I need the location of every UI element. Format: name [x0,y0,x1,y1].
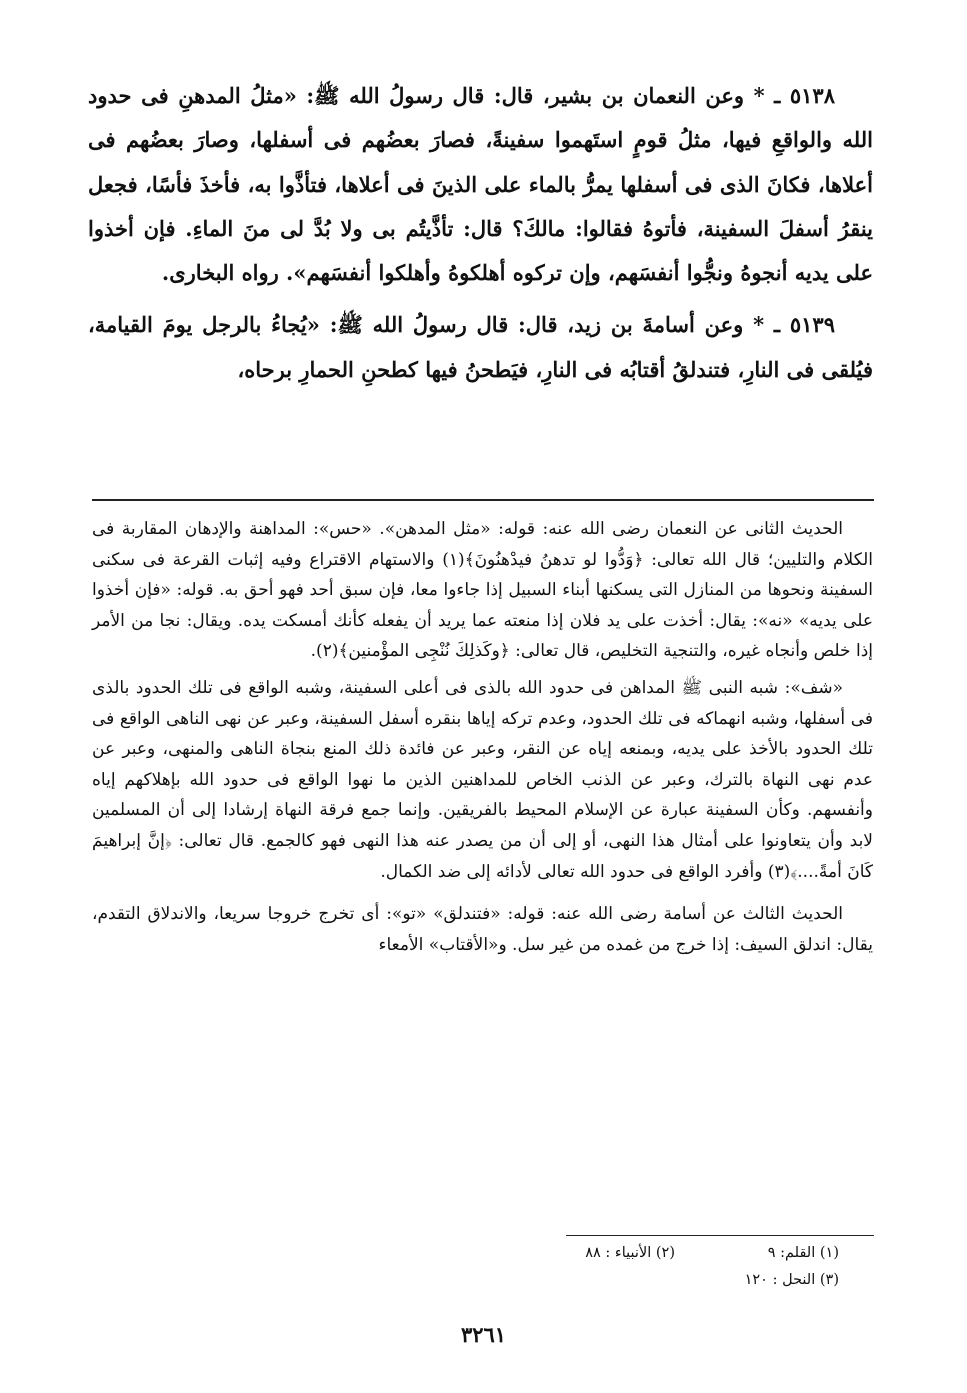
hadith-text-block [88,74,873,392]
page-number: ٣٢٦١ [460,1322,507,1347]
commentary-paragraph-3: الحديث الثالث عن أسامة رضى الله عنه: قوله: «فتندلق» «تو»: أى تخرج خروجا سريعا، والاندلاق التقدم، يقال: اندلق السيف: إذا خرج من غمده من غير سل. و«الأقتاب» الأمعاء [92,904,873,955]
footnote-separator [566,1235,874,1236]
hadith-5138: ٥١٣٨ ـ * وعن النعمان بن بشير، قال: قال رسولُ الله ﷺ: «مثلُ المدهنِ فى حدود الله والواقعِ فيها، مثلُ قومٍ استَهموا سفينةً، فصارَ بعضُهم فى أسفلها، وصارَ بعضُهم فى أعلاها، فكانَ الذى فى أسفلها يمرُّ بالماء على الذينَ فى أعلاها، فتأذَّوا به، فأخذَ فأسًا، فجعل ينقرُ أسفلَ السفينة، فأتوهُ فقالوا: مالكَ؟ قال: تأذَّيتُم بى ولا بُدَّ لى منَ الماءِ. فإن أخذوا على يديه أنجوهُ ونجُّوا أنفسَهم، وإن تركوه أهلكوهُ وأهلكوا أنفسَهم». رواه البخارى. [88,83,873,286]
footnote-2: (٢) الأنبياء : ٨٨ [585,1245,675,1261]
footnote-1: (١) القلم: ٩ [767,1245,839,1261]
hadith-5139: ٥١٣٩ ـ * وعن أسامةَ بن زيد، قال: قال رسولُ الله ﷺ: «يُجاءُ بالرجل يومَ القيامة، فيُلقى فى النارِ، فتندلقُ أقتابُه فى النارِ، فيَطحنُ فيها كطحنِ الحمارِ برحاه، [88,312,873,382]
footnote-3: (٣) النحل : ١٢٠ [744,1272,839,1288]
commentary-paragraph-2: «شف»: شبه النبى ﷺ المداهن فى حدود الله بالذى فى أعلى السفينة، وشبه الواقع فى تلك الحدود بالذى فى أسفلها، وشبه انهماكه فى تلك الحدود، وعدم تركه إياها بنقره أسفل السفينة، وعبر عن نهى الناهى الواقع فى تلك الحدود بالأخذ على يديه، وبمنعه إياه عن النقر، وعبر عن فائدة ذلك المنع بنجاة الناهى والمنهى، وعبر عن عدم نهى النهاة بالترك، وعبر عن الذنب الخاص للمداهنين الذين ما نهوا الواقع فى حدود الله بإهلاكهم إياه وأنفسهم. وكأن السفينة عبارة عن الإسلام المحيط بالفريقين. وإنما جمع فرقة النهاة إرشادا إلى أن المسلمين لابد وأن يتعاونوا على أمثال هذا النهى، أو إلى أن من يصدر عنه هذا النهى فهو كالجمع. قال تعالى: ﴿إنَّ إبراهيمَ كَانَ أمةً....﴾(٣) وأفرد الواقع فى حدود الله تعالى لأدائه إلى ضد الكمال. [92,677,873,882]
commentary-paragraph-1: الحديث الثانى عن النعمان رضى الله عنه: قوله: «مثل المدهن». «حس»: المداهنة والإدهان المقاربة فى الكلام والتليين؛ قال الله تعالى: ﴿وَدُّوا لو تدهنُ فيدْهنُونَ﴾(١) والاستهام الاقتراع وفيه إثبات القرعة فى سكنى السفينة ونحوها من المنازل التى يسكنها أبناء السبيل إذا جاءوا معا، فإن سبق أحد فهو أحق به. قوله: «فإن أخذوا على يديه» «نه»: يقال: أخذت على يد فلان إذا منعته عما يريد أن يفعله كأنك أمسكت يده. ويقال: نجا من الأمر إذا خلص وأنجاه غيره، والتنجية التخليص، قال تعالى: ﴿وكَذلِكَ نُنْجِى المؤْمنين﴾(٢). [92,519,873,662]
commentary-block [92,514,873,960]
commentary-separator [92,499,874,501]
